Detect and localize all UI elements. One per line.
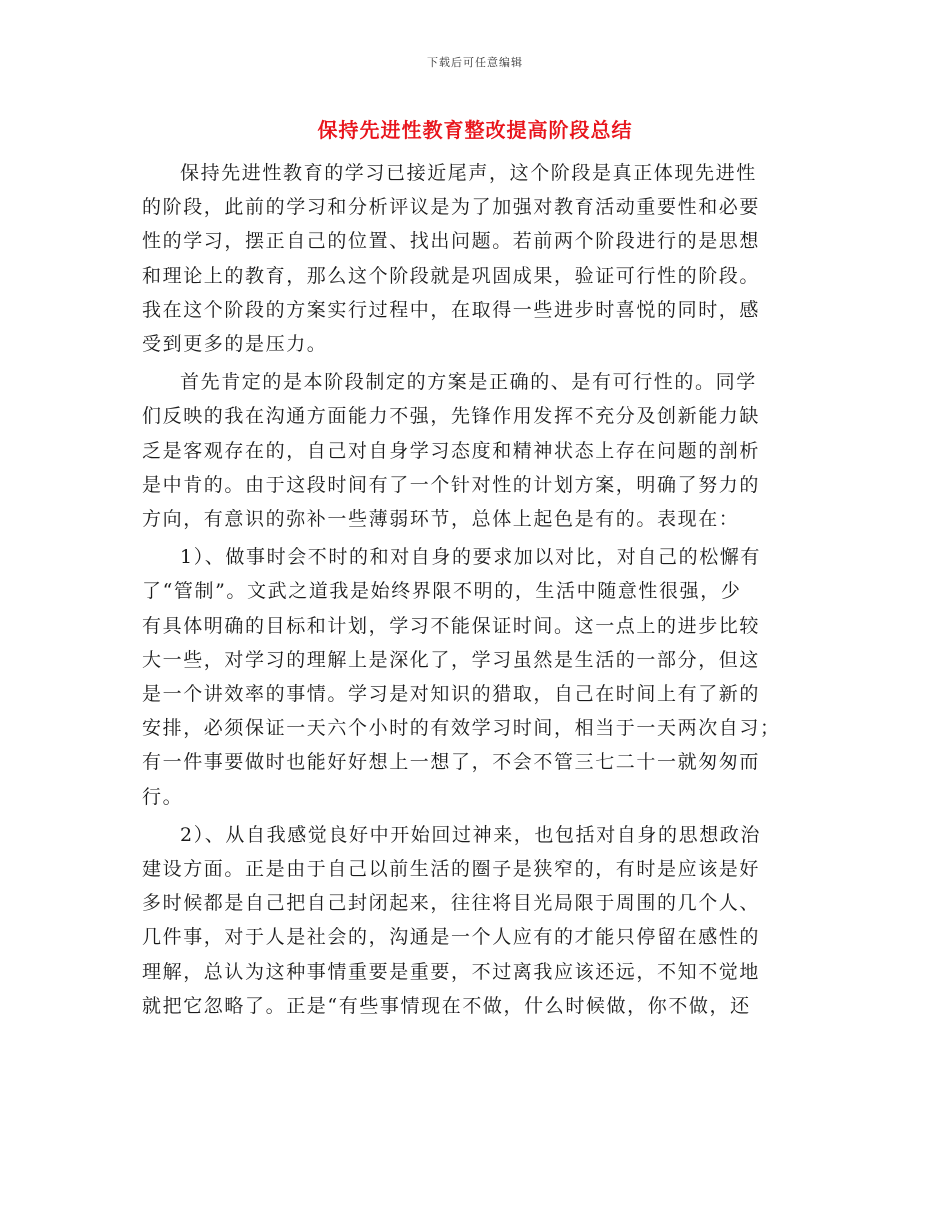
paragraph-intro: 保持先进性教育的学习已接近尾声，这个阶段是真正体现先进性 的阶段，此前的学习和分析评议是为了加强对教育活动重要性和必要 性的学习，摆正自己的位置、找出问题。若前两个阶段进行的是思想 和理论上的教育，那么这个阶段就是巩固成果，验证可行性的阶段。 我在这个阶段的方案实行过程中，在取得一些进步时喜悦的同时，感 受到更多的是压力。 [142,162,761,356]
paragraph-point-2: 2）、从自我感觉良好中开始回过神来，也包括对自身的思想政治 建设方面。正是由于自己以前生活的圈子是狭窄的，有时是应该是好 多时候都是自己把自己封闭起来，往往将目光局限于周围的几个人、 几件事，对于人是社会的，沟通是一个人应有的才能只停留在感性的 理解，总认为这种事情重要是重要，不过离我应该还远，不知不觉地 就把它忽略了。正是“有些事情现在不做，什么时候做，你不做，还 [142,823,761,1017]
document-title: 保持先进性教育整改提高阶段总结 [317,118,633,142]
document-body [142,156,808,1023]
paragraph-point-1: 1）、做事时会不时的和对自身的要求加以对比，对自己的松懈有 了“管制”。文武之道我是始终界限不明的，生活中随意性很强，少 有具体明确的目标和计划，学习不能保证时间。这一点上的进步比较 大一些，对学习的理解上是深化了，学习虽然是生活的一部分，但这 是一个讲效率的事情。学习是对知识的猎取，自己在时间上有了新的 安排，必须保证一天六个小时的有效学习时间，相当于一天两次自习； 有一件事要做时也能好好想上一想了，不会不管三七二十一就匆匆而 行。 [142,546,781,808]
page-header-note: 下载后可任意编辑 [427,56,523,69]
paragraph-assessment: 首先肯定的是本阶段制定的方案是正确的、是有可行性的。同学 们反映的我在沟通方面能力不强，先锋作用发挥不充分及创新能力缺 乏是客观存在的，自己对自身学习态度和精神状态上存在问题的剖析 是中肯的。由于这段时间有了一个针对性的计划方案，明确了努力的 方向，有意识的弥补一些薄弱环节，总体上起色是有的。表现在： [142,371,761,531]
